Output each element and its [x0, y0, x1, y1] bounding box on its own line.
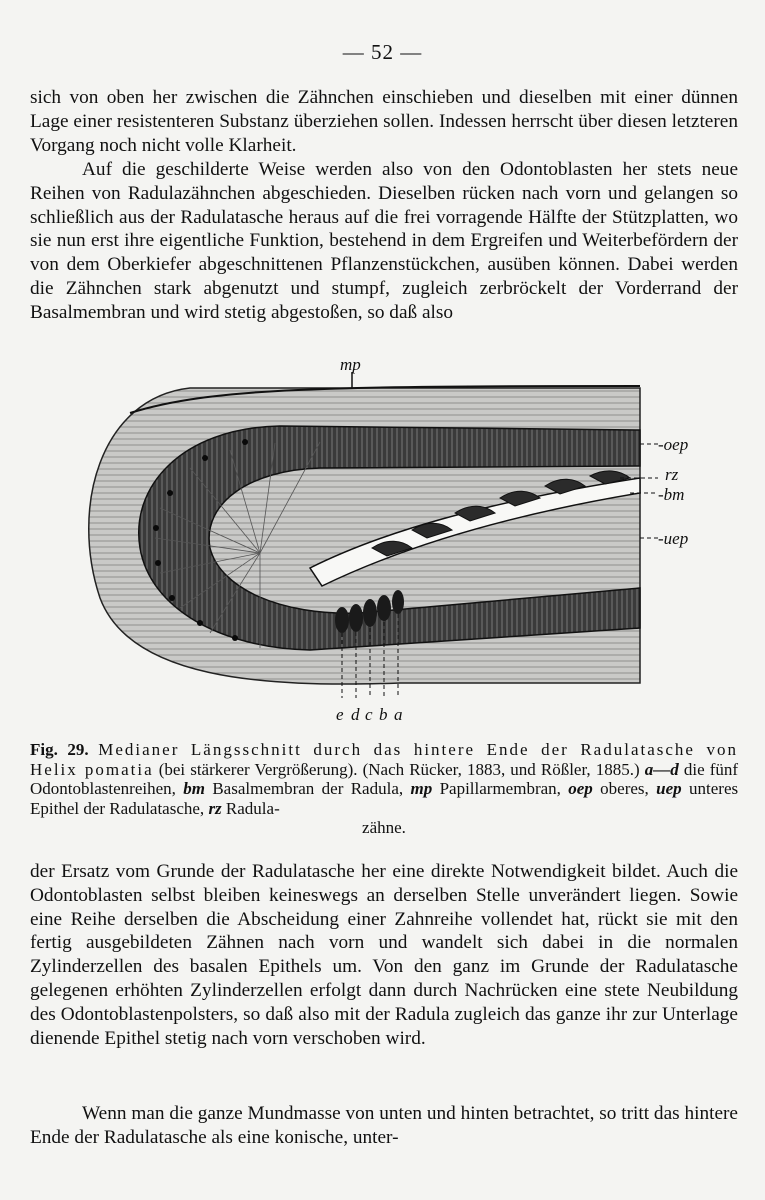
label-d: d	[351, 705, 360, 724]
figure-caption	[30, 740, 738, 838]
caption-abbr-mp: mp	[410, 779, 433, 798]
label-mp: mp	[340, 358, 361, 374]
caption-title: Medianer Längsschnitt durch das hintere Ende der Radulatasche von Helix pomatia	[30, 740, 739, 779]
caption-text-6: unteres Epithel der Radulatasche,	[30, 779, 739, 818]
caption-text-4: Papillarmembran,	[439, 779, 561, 798]
figure-radula-section	[60, 358, 740, 730]
caption-last-line: zähne.	[362, 818, 406, 837]
caption-abbr-oep: oep	[568, 779, 593, 798]
caption-fig-number: Fig. 29.	[30, 740, 89, 759]
caption-text-7: Radula-	[225, 798, 280, 818]
label-a: a	[394, 705, 403, 724]
caption-abbr-ad: a—d	[644, 759, 679, 779]
paragraph-3: der Ersatz vom Grunde der Radulatasche her eine direkte Notwendigkeit bildet. Auch die Odontoblasten selbst bleiben keineswegs an derselben Stelle unverändert liegen. Sowie eine Reihe derselben die Abscheidung einer Zahnreihe vollendet hat, rückt sie mit den fertig ausgebildeten Zähnen nach vorn und wandelt sich dabei in die normalen Zylinderzellen des basalen Epithels um. Von den ganz im Grunde der Radulatasche gelegenen erhöhten Zylinderzellen erfolgt dann durch Nachrücken eine stete Neubildung des Odontoblastenpolsters, so daß also mit der Radula zugleich das ganze ihr zur Unterlage dienende Epithel stetig nach vorn verschoben wird.	[30, 861, 738, 1049]
caption-abbr-rz: rz	[208, 798, 222, 818]
label-c: c	[365, 705, 373, 724]
radula-illustration	[60, 358, 740, 730]
label-rz: rz	[665, 465, 679, 484]
paragraph-1: sich von oben her zwischen die Zähnchen einschieben und dieselben mit einer dünnen Lage einer resistenteren Substanz überziehen sollen. Indessen herrscht über diesen letzteren Vorgang noch nicht volle Klarheit.	[30, 87, 738, 156]
label-uep: -uep	[658, 529, 689, 548]
caption-text-3: Basalmembran der Radula,	[212, 779, 404, 798]
caption-text-2: die fünf Odontoblastenreihen,	[30, 759, 739, 798]
label-bm: -bm	[658, 485, 685, 504]
caption-text-5: oberes,	[600, 779, 649, 798]
label-oep: -oep	[658, 435, 689, 454]
caption-text-1: (bei stärkerer Vergrößerung). (Nach Rücker, 1883, und Rößler, 1885.)	[158, 759, 640, 779]
page-number: — 52 —	[342, 40, 423, 64]
paragraph-2: Auf die geschilderte Weise werden also von den Odontoblasten her stets neue Reihen von Radulazähnchen abgeschieden. Dieselben rücken nach vorn und gelangen so schließlich aus der Radulatasche heraus auf die frei vorragende Hälfte der Stützplatten, wo sie nun erst ihre eigentliche Funktion, bestehend in dem Ergreifen und Weiterbefördern der von dem Oberkiefer abgeschnittenen Pflanzenstückchen, ausüben können. Dabei werden die Zähnchen stark abgenutzt und stumpf, zugleich zerbröckelt der Vorderrand der Basalmembran und wird stetig abgestoßen, so daß also	[30, 159, 738, 323]
caption-abbr-bm: bm	[183, 779, 205, 798]
label-b: b	[379, 705, 388, 724]
paragraph-4: Wenn man die ganze Mundmasse von unten und hinten betrachtet, so tritt das hintere Ende der Radulatasche als eine konische, unter-	[30, 1103, 738, 1148]
label-e: e	[336, 705, 344, 724]
caption-abbr-uep: uep	[656, 779, 682, 798]
